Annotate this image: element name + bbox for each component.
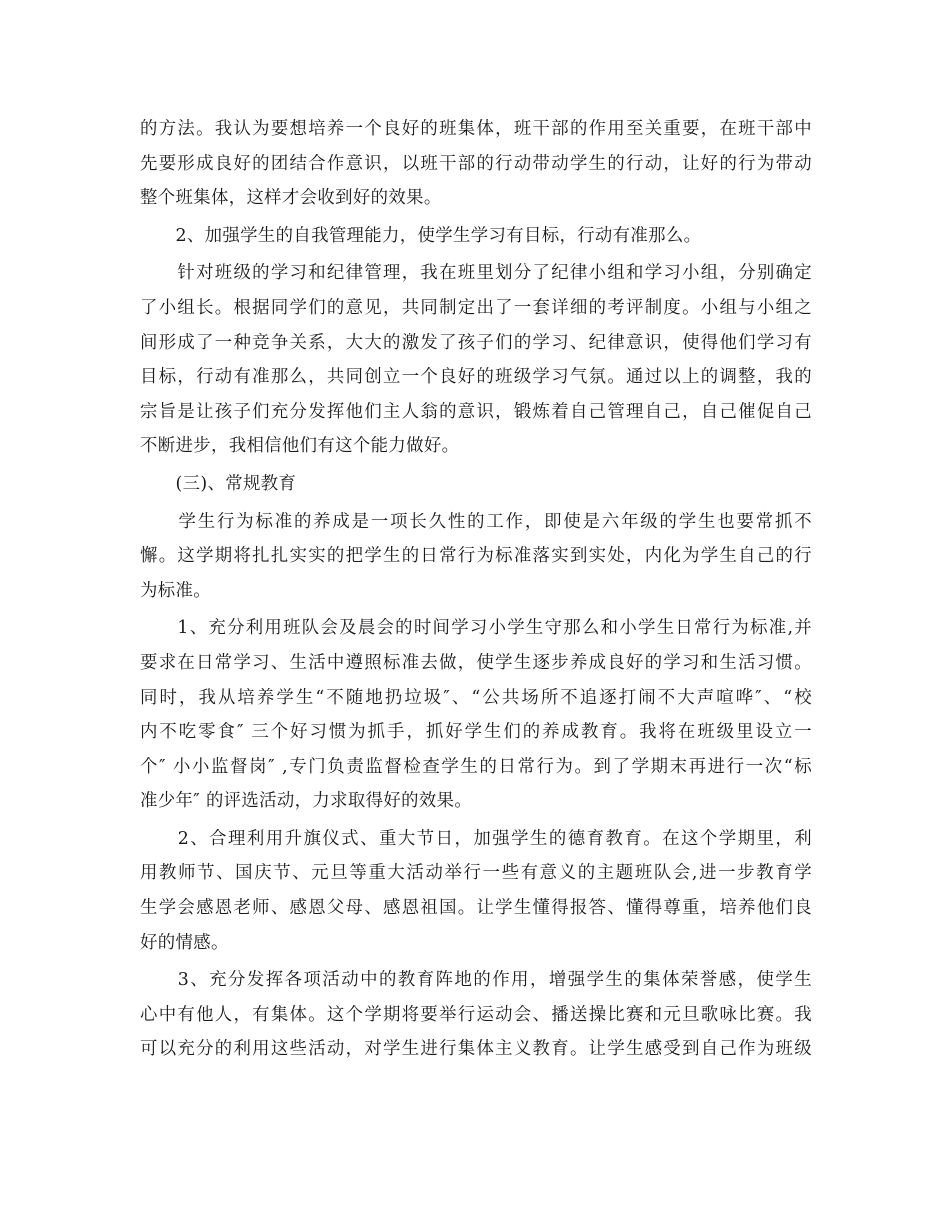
paragraph-heading: 2、加强学生的自我管理能力，使学生学习有目标，行动有准那么。 [140, 225, 702, 246]
text-line: 同时，我从培养学生“不随地扔垃圾″、“公共场所不追逐打闹不大声喧哗″、“校 [140, 687, 812, 708]
text-line: 准少年″ 的评选活动，力求取得好的效果。 [140, 791, 473, 812]
text-line: 2、合理利用升旗仪式、重大节日，加强学生的德育教育。在这个学期里，利 [140, 828, 812, 849]
text-line: 1、充分利用班队会及晨会的时间学习小学生守那么和小学生日常行为标准,并 [140, 618, 812, 639]
text-line: 了小组长。根据同学们的意见，共同制定出了一套详细的考评制度。小组与小组之 [140, 297, 812, 318]
text-line: 先要形成良好的团结合作意识，以班干部的行动带动学生的行动，让好的行为带动 [140, 153, 812, 174]
document-body [140, 112, 812, 1067]
text-line: 不断进步，我相信他们有这个能力做好。 [140, 436, 460, 457]
text-line: 间形成了一种竞争关系，大大的激发了孩子们的学习、纪律意识，使得他们学习有 [140, 332, 812, 353]
text-line: 生学会感恩老师、感恩父母、感恩祖国。让学生懂得报答、懂得尊重，培养他们良 [140, 898, 812, 919]
section-heading: (三)、常规教育 [140, 473, 297, 494]
text-line: 宗旨是让孩子们充分发挥他们主人翁的意识，锻炼着自己管理自己，自己催促自己 [140, 401, 812, 422]
text-line: 学生行为标准的养成是一项长久性的工作，即使是六年级的学生也要常抓不 [140, 511, 812, 532]
text-line: 为标准。 [140, 580, 211, 601]
text-line: 好的情感。 [140, 932, 229, 953]
text-line: 懈。这学期将扎扎实实的把学生的日常行为标准落实到实处，内化为学生自己的行 [140, 546, 812, 567]
text-line: 心中有他人，有集体。这个学期将要举行运动会、播送操比赛和元旦歌咏比赛。我 [140, 1004, 812, 1025]
text-line: 内不吃零食″ 三个好习惯为抓手，抓好学生们的养成教育。我将在班级里设立一 [140, 722, 812, 743]
text-line: 的方法。我认为要想培养一个良好的班集体，班干部的作用至关重要，在班干部中 [140, 119, 812, 139]
text-line: 3、充分发挥各项活动中的教育阵地的作用，增强学生的集体荣誉感，使学生 [140, 970, 812, 991]
text-line: 要求在日常学习、生活中遵照标准去做，使学生逐步养成良好的学习和生活习惯。 [140, 652, 812, 673]
text-line: 可以充分的利用这些活动，对学生进行集体主义教育。让学生感受到自己作为班级 [140, 1039, 812, 1060]
text-line: 目标，行动有准那么，共同创立一个良好的班级学习气氛。通过以上的调整，我的 [140, 367, 812, 388]
text-line: 整个班集体，这样才会收到好的效果。 [140, 188, 442, 209]
text-line: 针对班级的学习和纪律管理，我在班里划分了纪律小组和学习小组，分别确定 [140, 263, 812, 284]
text-line: 用教师节、国庆节、元旦等重大活动举行一些有意义的主题班队会,进一步教育学 [140, 863, 812, 884]
text-line: 个″ 小小监督岗″ ,专门负责监督检查学生的日常行为。到了学期末再进行一次“标 [140, 756, 812, 777]
